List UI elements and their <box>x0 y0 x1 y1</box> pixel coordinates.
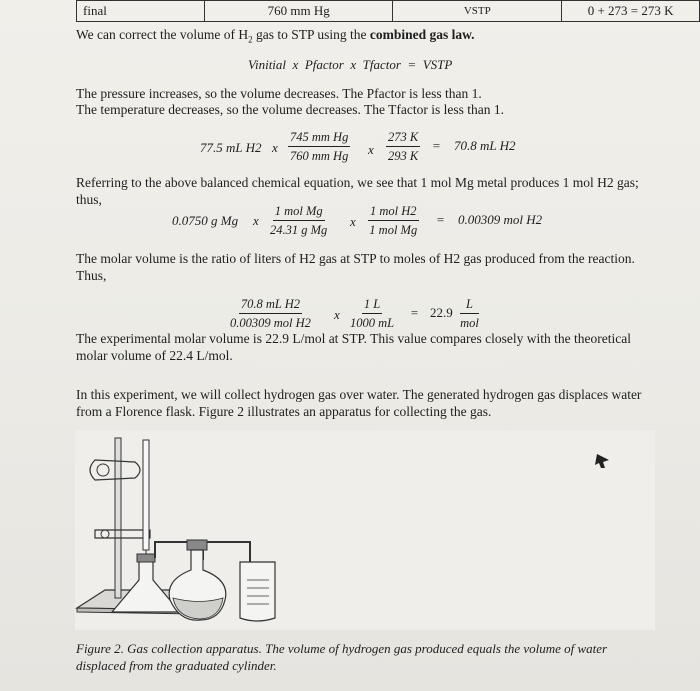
fraction-denominator: 1 mol Mg <box>369 223 418 237</box>
fraction-denominator: 760 mm Hg <box>290 149 349 163</box>
intro-text: We can correct the volume of H <box>76 27 249 42</box>
calc3-fraction-volume-per-mole <box>230 297 311 331</box>
intro-text-mid: gas to STP using the <box>252 27 370 42</box>
law-v-stp: VSTP <box>422 57 453 72</box>
calc3-unit <box>460 297 479 331</box>
intro-sub: 2 <box>248 34 253 45</box>
figure-caption: Figure 2. Gas collection apparatus. The volume of hydrogen gas produced equals the volume of water displaced from the graduated cylinder. <box>76 641 608 673</box>
table-row <box>77 1 700 22</box>
fraction-numerator: 1 mol H2 <box>368 204 419 221</box>
intro-line <box>76 26 475 49</box>
calc2-times: x <box>350 214 356 229</box>
fraction-numerator: 745 mm Hg <box>288 130 350 147</box>
law-v-initial: Vinitial <box>248 57 287 72</box>
fraction-denominator: 0.00309 mol H2 <box>230 316 311 330</box>
law-t-factor: Tfactor <box>362 57 401 72</box>
law-p-factor: Pfactor <box>304 57 344 72</box>
calc2-fraction-mole-ratio <box>368 204 419 238</box>
calc1-fraction-temperature <box>386 130 420 164</box>
combined-gas-law <box>248 57 452 73</box>
temperature-note: The temperature decreases, so the volume decreases. The Tfactor is less than 1. <box>76 102 504 117</box>
fraction-numerator: 1 L <box>362 297 382 314</box>
calc2-start: 0.0750 g Mg <box>172 213 239 228</box>
calc1-result: 70.8 mL H2 <box>454 138 516 153</box>
calc2-times: x <box>253 213 259 228</box>
fraction-numerator: L <box>460 297 479 314</box>
calc2-equals: = <box>436 212 445 227</box>
experimental-paragraph: The experimental molar volume is 22.9 L/mol at STP. This value compares closely with the theoretical molar volume of 22.4 L/mol. <box>76 331 631 363</box>
fraction-numerator: 1 mol Mg <box>273 204 325 221</box>
fraction-denominator: 1000 mL <box>350 316 395 330</box>
fraction-denominator: mol <box>460 316 479 330</box>
calc3-times: x <box>334 307 340 322</box>
collection-paragraph: In this experiment, we will collect hydrogen gas over water. The generated hydrogen gas displaces water from a Florence flask. Figure 2 illustrates an apparatus for collecting the gas. <box>76 387 642 419</box>
calc1-equals: = <box>432 138 441 153</box>
molar-volume-paragraph: The molar volume is the ratio of liters of H2 gas at STP to moles of H2 gas produced from the reaction. Thus, <box>76 251 635 283</box>
calc2-result: 0.00309 mol H2 <box>458 212 543 227</box>
pressure-note: The pressure increases, so the volume decreases. The Pfactor is less than 1. <box>76 86 482 101</box>
gas-collection-apparatus-figure <box>75 430 655 630</box>
fraction-numerator: 70.8 mL H2 <box>239 297 302 314</box>
calc1-start: 77.5 mL H2 <box>200 140 262 155</box>
fraction-denominator: 24.31 g Mg <box>270 223 328 237</box>
table-cell: 760 mm Hg <box>205 1 393 22</box>
stp-table <box>76 0 700 22</box>
calc1-fraction-pressure <box>288 130 350 164</box>
table-cell: VSTP <box>393 1 562 22</box>
table-cell: final <box>77 1 205 22</box>
apparatus-drawing <box>75 430 655 630</box>
referring-paragraph: Referring to the above balanced chemical equation, we see that 1 mol Mg metal produces 1 mol H2 gas; thus, <box>76 175 639 207</box>
calc3-result: 22.9 <box>430 305 453 320</box>
calc3-equals: = <box>410 305 419 320</box>
law-times: x <box>292 57 299 72</box>
calc1-times: x <box>272 140 278 155</box>
law-equals: = <box>407 57 417 72</box>
fraction-denominator: 293 K <box>388 149 419 163</box>
intro-bold: combined gas law. <box>369 27 475 42</box>
calc3-fraction-unit-conversion <box>350 297 394 331</box>
fraction-numerator: 273 K <box>386 130 420 147</box>
calc2-fraction-molar-mass <box>270 204 327 238</box>
calc1-times: x <box>368 142 374 157</box>
table-cell: 0 + 273 = 273 K <box>562 1 700 22</box>
law-times: x <box>350 57 357 72</box>
